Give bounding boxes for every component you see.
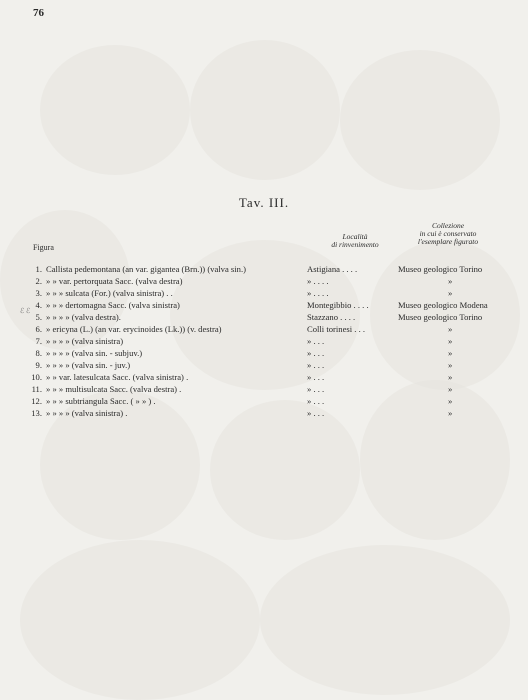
table-row [0,408,528,419]
specimen-description: » » » » (valva sinistra) [46,336,124,346]
locality: » . . . [307,408,325,418]
collection: » [448,288,453,298]
bleed-through-shape [210,400,360,540]
table-row [0,264,528,275]
bleed-through-shape [260,545,510,695]
figure-number: 4. [35,300,42,310]
margin-mark: ℰ ℰ [20,307,31,315]
table-row [0,300,528,311]
column-header-figura: Figura [33,243,54,252]
table-row [0,312,528,323]
locality: » . . . [307,360,325,370]
locality: Astigiana . . . . [307,264,358,274]
bleed-through-shape [20,540,260,700]
header-line: in cui è conservato [419,229,477,238]
figure-number: 5. [35,312,42,322]
figure-number: 3. [35,288,42,298]
bleed-through-shape [40,45,190,175]
specimen-description: » » » » (valva sin. - juv.) [46,360,131,370]
table-row [0,324,528,335]
locality: Montegibbio . . . . [307,300,369,310]
specimen-description: » » » multisulcata Sacc. (valva destra) . [46,384,182,394]
locality: » . . . [307,396,325,406]
locality: » . . . [307,336,325,346]
table-row [0,288,528,299]
table-row [0,360,528,371]
figure-number: 6. [35,324,42,334]
locality: » . . . [307,372,325,382]
header-line: Collezione [431,221,465,230]
specimen-description: » » » » (valva destra). [46,312,121,322]
specimen-description: » » » dertomagna Sacc. (valva sinistra) [46,300,180,310]
collection: » [448,384,453,394]
table-row [0,396,528,407]
bleed-through-shape [190,40,340,180]
specimen-description: » » » » (valva sin. - subjuv.) [46,348,143,358]
table-row [0,384,528,395]
table-row [0,336,528,347]
locality: » . . . [307,384,325,394]
plate-title: Tav. III. [238,195,290,210]
column-header-collezione [398,222,498,246]
collection: Museo geologico Torino [398,312,483,322]
page-number: 76 [33,7,44,19]
collection: » [448,360,453,370]
specimen-description: » » var. latesulcata Sacc. (valva sinistra) . [46,372,189,382]
figure-number: 9. [35,360,42,370]
locality: Colli torinesi . . . [307,324,366,334]
collection: » [448,372,453,382]
locality: » . . . . [307,288,329,298]
column-header-localita [320,233,390,249]
header-line: l'esemplare figurato [417,237,479,246]
locality: Stazzano . . . . [307,312,356,322]
specimen-description: » » var. pertorquata Sacc. (valva destra) [46,276,183,286]
figure-number: 7. [35,336,42,346]
collection: » [448,324,453,334]
collection: » [448,408,453,418]
collection: » [448,276,453,286]
figure-number: 11. [31,384,42,394]
figure-number: 2. [35,276,42,286]
figure-number: 10. [31,372,42,382]
specimen-description: » » » subtriangula Sacc. ( » » ) . [46,396,156,406]
specimen-description: » ericyna (L.) (an var. erycinoides (Lk.)) (v. destra) [46,324,222,334]
specimen-description: » » » » (valva sinistra) . [46,408,128,418]
header-line: Località [342,232,368,241]
table-row [0,276,528,287]
bleed-through-shape [340,50,500,190]
collection: » [448,336,453,346]
figure-number: 8. [35,348,42,358]
collection: » [448,348,453,358]
table-row [0,372,528,383]
collection: » [448,396,453,406]
locality: » . . . [307,348,325,358]
table-row [0,348,528,359]
locality: » . . . . [307,276,329,286]
figure-number: 12. [31,396,42,406]
figure-number: 1. [35,264,42,274]
header-line: di rinvenimento [331,240,379,249]
specimen-description: Callista pedemontana (an var. gigantea (Brn.)) (valva sin.) [46,264,246,274]
figure-number: 13. [31,408,42,418]
collection: Museo geologico Modena [398,300,488,310]
specimen-description: » » » sulcata (For.) (valva sinistra) . . [46,288,173,298]
collection: Museo geologico Torino [398,264,483,274]
